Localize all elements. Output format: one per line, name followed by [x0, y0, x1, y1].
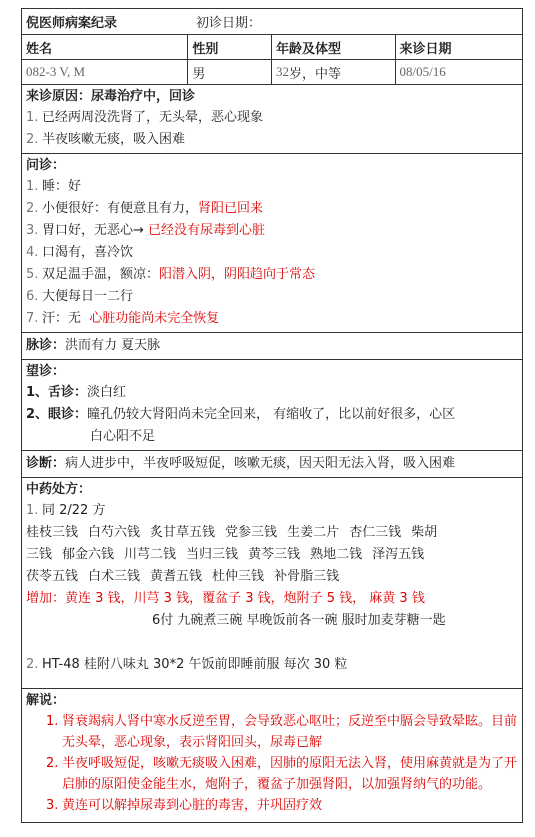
tongue-diagnosis: 1、舌诊：淡白红	[26, 385, 127, 400]
prescription-title: 中药处方：	[26, 482, 92, 497]
inquiry-item: 2. 小便很好：有便意且有力，肾阳已回来	[26, 201, 264, 216]
record-header	[22, 9, 522, 35]
explanation-section	[22, 689, 522, 822]
inquiry-note: 心脏功能尚未完全恢复	[89, 311, 220, 326]
inspection-title: 望诊：	[26, 364, 66, 379]
prescription-section	[22, 478, 522, 689]
inquiry-item: 4. 口渴有，喜冷饮	[26, 245, 134, 260]
visit-date-label: 来诊日期	[399, 41, 452, 57]
pulse-label: 脉诊：	[26, 338, 66, 353]
info-header-row	[22, 35, 522, 60]
prescription-2: 2. HT-48 桂附八味丸 30*2 午饭前即睡前服 每次 30 粒	[26, 657, 348, 672]
name-label: 姓名	[22, 35, 188, 59]
decoction-directions: 6付 九碗煮三碗 早晚饭前各一碗 服时加麦芽糖一匙	[152, 613, 446, 628]
inquiry-item: 7. 汗：无 心脏功能尚未完全恢复	[26, 311, 220, 326]
eye-diagnosis-cont: 白心阳不足	[90, 429, 156, 444]
patient-age	[272, 60, 396, 84]
reason-item: 1. 已经两周没洗肾了，无头晕，恶心现象	[26, 110, 264, 125]
explanation-item: 2. 半夜呼吸短促，咳嗽无痰吸入困难，因肺的原阳无法入肾，使用麻黄就是为了开启肺的原阳使金能生水，炮附子，覆盆子加强肾阳，以加强肾纳气的功能。	[46, 756, 518, 792]
inquiry-note: 肾阳已回来	[198, 201, 264, 216]
prescription-1: 1. 同 2/22 方	[26, 503, 106, 518]
inquiry-section	[22, 154, 522, 333]
patient-name: 082-3 V, M	[22, 60, 188, 84]
inquiry-item: 1. 睡：好	[26, 179, 82, 194]
first-visit-label: 初诊日期：	[196, 16, 262, 31]
record-title: 倪医师病案纪录	[26, 16, 118, 31]
explanation-item: 1. 肾衰竭病人肾中寒水反逆至胃，会导致恶心呕吐；反逆至中膈会导致晕眩。目前无头晕，恶心现象，表示肾阳回头，尿毒已解	[46, 714, 518, 750]
inquiry-title: 问诊：	[26, 158, 66, 173]
medical-record-sheet	[21, 8, 523, 823]
inquiry-item: 6. 大便每日一二行	[26, 289, 134, 304]
diagnosis-label: 诊断：	[26, 456, 66, 471]
diagnosis-section	[22, 451, 522, 478]
explanation-item: 3. 黄连可以解掉尿毒到心脏的毒害，并巩固疗效	[46, 798, 323, 813]
herb-additions: 增加：黄连 3 钱，川芎 3 钱，覆盆子 3 钱，炮附子 5 钱， 麻黄 3 钱	[26, 591, 425, 606]
pulse-text: 洪而有力 夏天脉	[65, 338, 161, 353]
visit-date: 08/05/16	[399, 64, 446, 79]
reason-item: 2. 半夜咳嗽无痰，吸入困难	[26, 132, 186, 147]
diagnosis-text: 病人进步中，半夜呼吸短促，咳嗽无痰，因天阳无法入肾，吸入困难	[65, 456, 456, 471]
age-number: 32	[276, 64, 289, 79]
patient-sex: 男	[188, 60, 272, 84]
age-build: 岁，中等	[289, 66, 342, 82]
explanation-title: 解说：	[26, 693, 66, 708]
age-label: 年龄及体型	[272, 35, 396, 59]
pulse-section	[22, 333, 522, 360]
inspection-section	[22, 360, 522, 451]
inquiry-item: 3. 胃口好，无恶心→ 已经没有尿毒到心脏	[26, 223, 266, 238]
reason-title: 来诊原因：尿毒治疗中，回诊	[26, 89, 196, 104]
inquiry-note: 阳潜入阴，阴阳趋向于常态	[159, 267, 316, 282]
eye-diagnosis: 2、眼诊：瞳孔仍较大肾阳尚未完全回来， 有缩收了，比以前好很多，心区	[26, 407, 456, 422]
inquiry-note: 已经没有尿毒到心脏	[148, 223, 266, 238]
inquiry-item: 5. 双足温手温，额凉：阳潜入阴，阴阳趋向于常态	[26, 267, 316, 282]
herb-line: 三钱 郁金六钱 川芎二钱 当归三钱 黄芩三钱 熟地二钱 泽泻五钱	[26, 547, 425, 562]
reason-section	[22, 85, 522, 154]
herb-line: 茯苓五钱 白术三钱 黄耆五钱 杜仲三钱 补骨脂三钱	[26, 569, 340, 584]
sex-label: 性别	[188, 35, 272, 59]
info-value-row	[22, 60, 522, 85]
herb-line: 桂枝三钱 白芍六钱 炙甘草五钱 党参三钱 生姜二片 杏仁三钱 柴胡	[26, 525, 438, 540]
